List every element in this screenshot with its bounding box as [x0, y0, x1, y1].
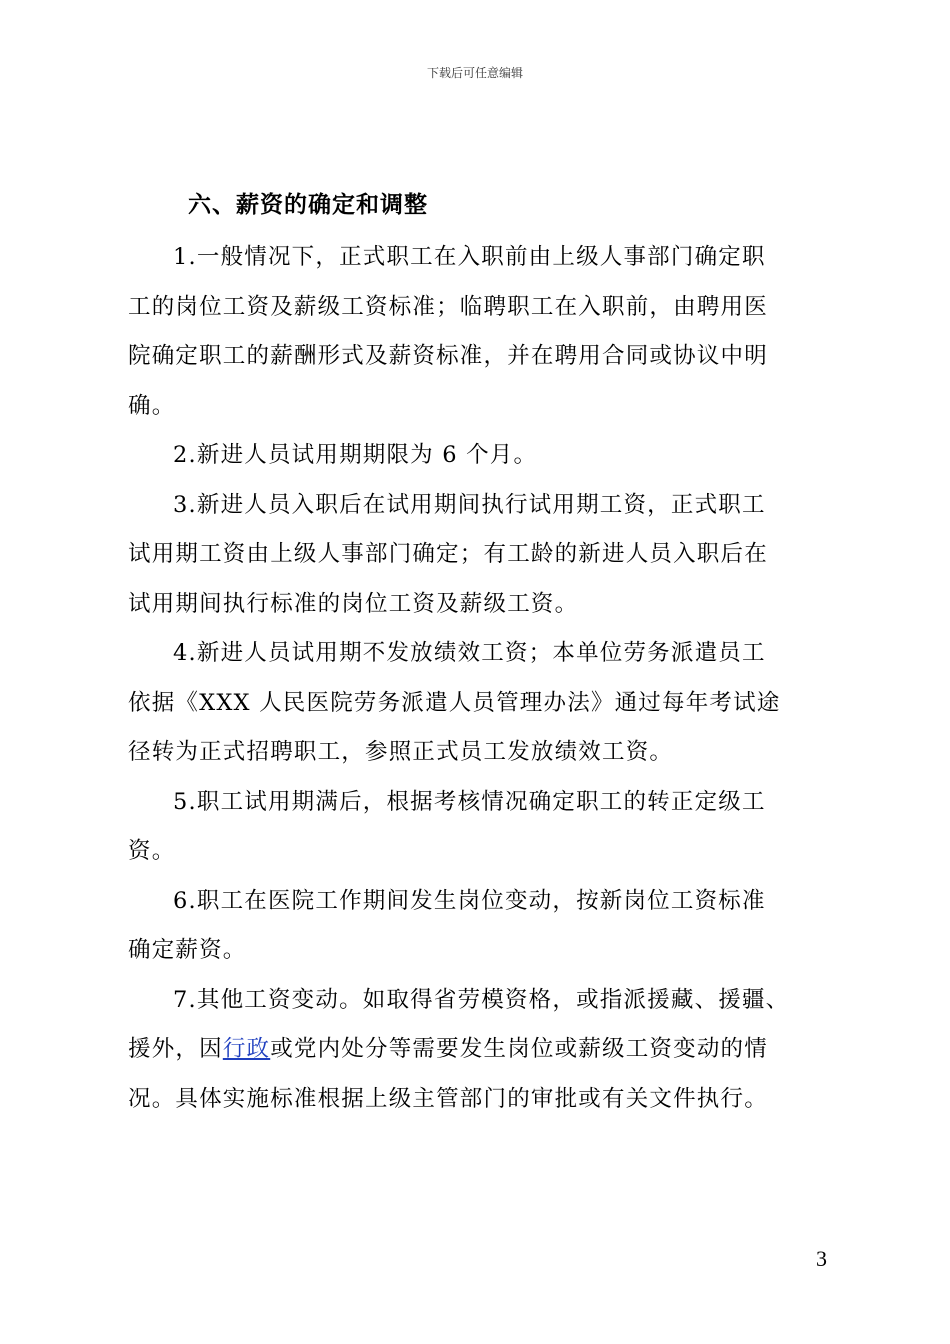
paragraph-line: 试用期工资由上级人事部门确定；有工龄的新进人员入职后在: [128, 541, 768, 567]
paragraph-3: [128, 481, 840, 630]
page-number: 3: [816, 1246, 827, 1271]
paragraph-line-with-link: [128, 1025, 840, 1075]
document-body: [128, 233, 840, 1124]
paragraph-6: [128, 877, 840, 976]
administrative-link[interactable]: 行政: [222, 1036, 271, 1062]
paragraph-line: 确。: [128, 392, 176, 419]
paragraph-7: [128, 976, 840, 1125]
paragraph-line: 工的岗位工资及薪级工资标准；临聘职工在入职前，由聘用医: [128, 293, 768, 320]
paragraph-line: 确定薪资。: [128, 937, 247, 963]
paragraph-line: 试用期间执行标准的岗位工资及薪级工资。: [128, 590, 579, 617]
paragraph-line: 5.职工试用期满后，根据考核情况确定职工的转正定级工: [173, 788, 766, 815]
paragraph-line: 1.一般情况下，正式职工在入职前由上级人事部门确定职: [173, 244, 766, 270]
paragraph-5: [128, 778, 840, 877]
paragraph-line: 2.新进人员试用期期限为 6 个月。: [173, 442, 538, 468]
header-note: 下载后可任意编辑: [426, 66, 523, 80]
link-line-after: 或党内处分等需要发生岗位或薪级工资变动的情: [270, 1036, 768, 1062]
paragraph-line: 院确定职工的薪酬形式及薪资标准，并在聘用合同或协议中明: [128, 343, 768, 369]
paragraph-2: [128, 431, 840, 481]
paragraph-line: 径转为正式招聘职工，参照正式员工发放绩效工资。: [128, 739, 674, 765]
section-heading: 六、薪资的确定和调整: [188, 192, 428, 218]
link-line-before: 援外，因: [128, 1036, 223, 1062]
paragraph-line: 6.职工在医院工作期间发生岗位变动，按新岗位工资标准: [173, 887, 766, 914]
paragraph-line: 况。具体实施标准根据上级主管部门的审批或有关文件执行。: [128, 1085, 768, 1112]
paragraph-line: 7.其他工资变动。如取得省劳模资格，或指派援藏、援疆、: [173, 986, 790, 1013]
paragraph-line: 4.新进人员试用期不发放绩效工资；本单位劳务派遣员工: [173, 640, 766, 666]
paragraph-1: [128, 233, 840, 431]
paragraph-4: [128, 629, 840, 778]
paragraph-line: 3.新进人员入职后在试用期间执行试用期工资，正式职工: [173, 491, 766, 518]
paragraph-line: 依据《XXX 人民医院劳务派遣人员管理办法》通过每年考试途: [128, 689, 781, 716]
paragraph-line: 资。: [128, 838, 176, 864]
